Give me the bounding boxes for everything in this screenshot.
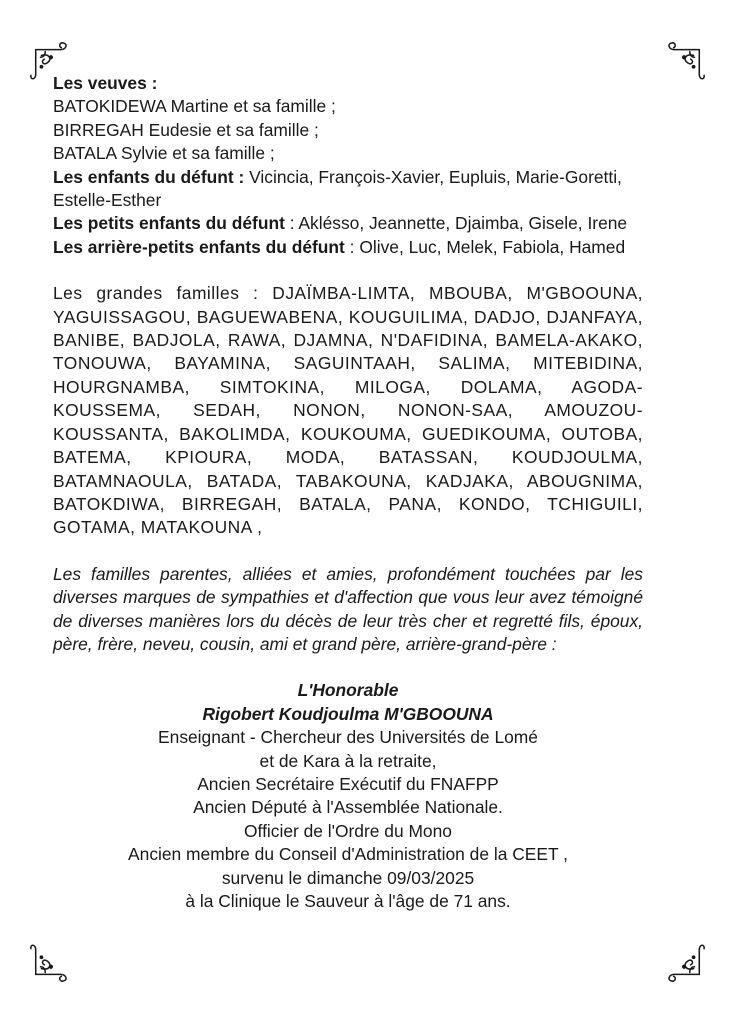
great-grandchildren-label: Les arrière-petits enfants du défunt (53, 236, 345, 257)
grandchildren-names: : Aklésso, Jeannette, Djaimba, Gisele, Irene (284, 213, 628, 234)
great-grandchildren-line (53, 236, 643, 259)
deceased-detail: à la Clinique le Sauveur à l'âge de 71 ans. (185, 891, 511, 911)
grandchildren-line (53, 212, 643, 235)
widows-heading: Les veuves : (53, 73, 158, 93)
flourish-corner-icon-bottom-right (665, 942, 705, 982)
deceased-block (53, 679, 643, 913)
widow-line: BATALA Sylvie et sa famille ; (53, 143, 275, 164)
widow-line: BATOKIDEWA Martine et sa famille ; (53, 96, 336, 117)
deceased-detail: Officier de l'Ordre du Mono (244, 820, 452, 841)
deceased-name: Rigobert Koudjoulma M'GBOOUNA (202, 703, 494, 724)
deceased-detail: Ancien Secrétaire Exécutif du FNAFPP (197, 773, 499, 794)
children-line (53, 166, 643, 213)
deceased-honorific: L'Honorable (297, 680, 399, 701)
deceased-detail: et de Kara à la retraite, (259, 750, 437, 771)
flourish-corner-icon-top-right (665, 42, 705, 82)
great-grandchildren-names: : Olive, Luc, Melek, Fabiola, Hamed (344, 236, 626, 257)
deceased-detail: Ancien membre du Conseil d'Administration de la CEET , (128, 844, 568, 865)
deceased-detail: Enseignant - Chercheur des Universités de Lomé (158, 727, 538, 748)
extended-families-paragraph: Les grandes familles : DJAÏMBA-LIMTA, MBOUBA, M'GBOOUNA, YAGUISSAGOU, BAGUEWABENA, KOUGUILIMA, DADJO, DJANFAYA, BANIBE, BADJOLA, RAWA, DJAMNA, N'DAFIDINA, BAMELA-AKAKO, TONOUWA, BAYAMINA, SAGUINTAAH, SALIMA, MITEBIDINA, HOURGNAMBA, SIMTOKINA, MILOGA, DOLAMA, AGODA-KOUSSEMA, SEDAH, NONON, NONON-SAA, AMOUZOU-KOUSSANTA, BAKOLIMDA, KOUKOUMA, GUEDIKOUMA, OUTOBA, BATEMA, KPIOURA, MODA, BATASSAN, KOUDJOULMA, BATAMNAOULA, BATADA, TABAKOUNA, KADJAKA, ABOUGNIMA, BATOKDIWA, BIRREGAH, BATALA, PANA, KONDO, TCHIGUILI, GOTAMA, MATAKOUNA , (53, 283, 643, 538)
flourish-corner-icon-bottom-left (30, 942, 70, 982)
children-names: Vicincia, François-Xavier, Eupluis, Marie-Goretti, Estelle-Esther (53, 166, 622, 211)
deceased-detail: survenu le dimanche 09/03/2025 (221, 867, 475, 888)
grandchildren-label: Les petits enfants du défunt (53, 213, 285, 234)
condolence-paragraph: Les familles parentes, alliées et amies, profondément touchées par les diverses marques de sympathies et d'affection que vous leur avez témoigné de diverses manières lors du décès de leur très cher et regretté fils, époux, père, frère, neveu, cousin, ami et grand père, arrière-grand-père : (53, 563, 643, 654)
widow-line: BIRREGAH Eudesie et sa famille ; (53, 119, 319, 140)
notice-body (53, 72, 643, 913)
deceased-detail: Ancien Député à l'Assemblée Nationale. (193, 797, 503, 818)
children-label: Les enfants du défunt : (53, 166, 245, 187)
